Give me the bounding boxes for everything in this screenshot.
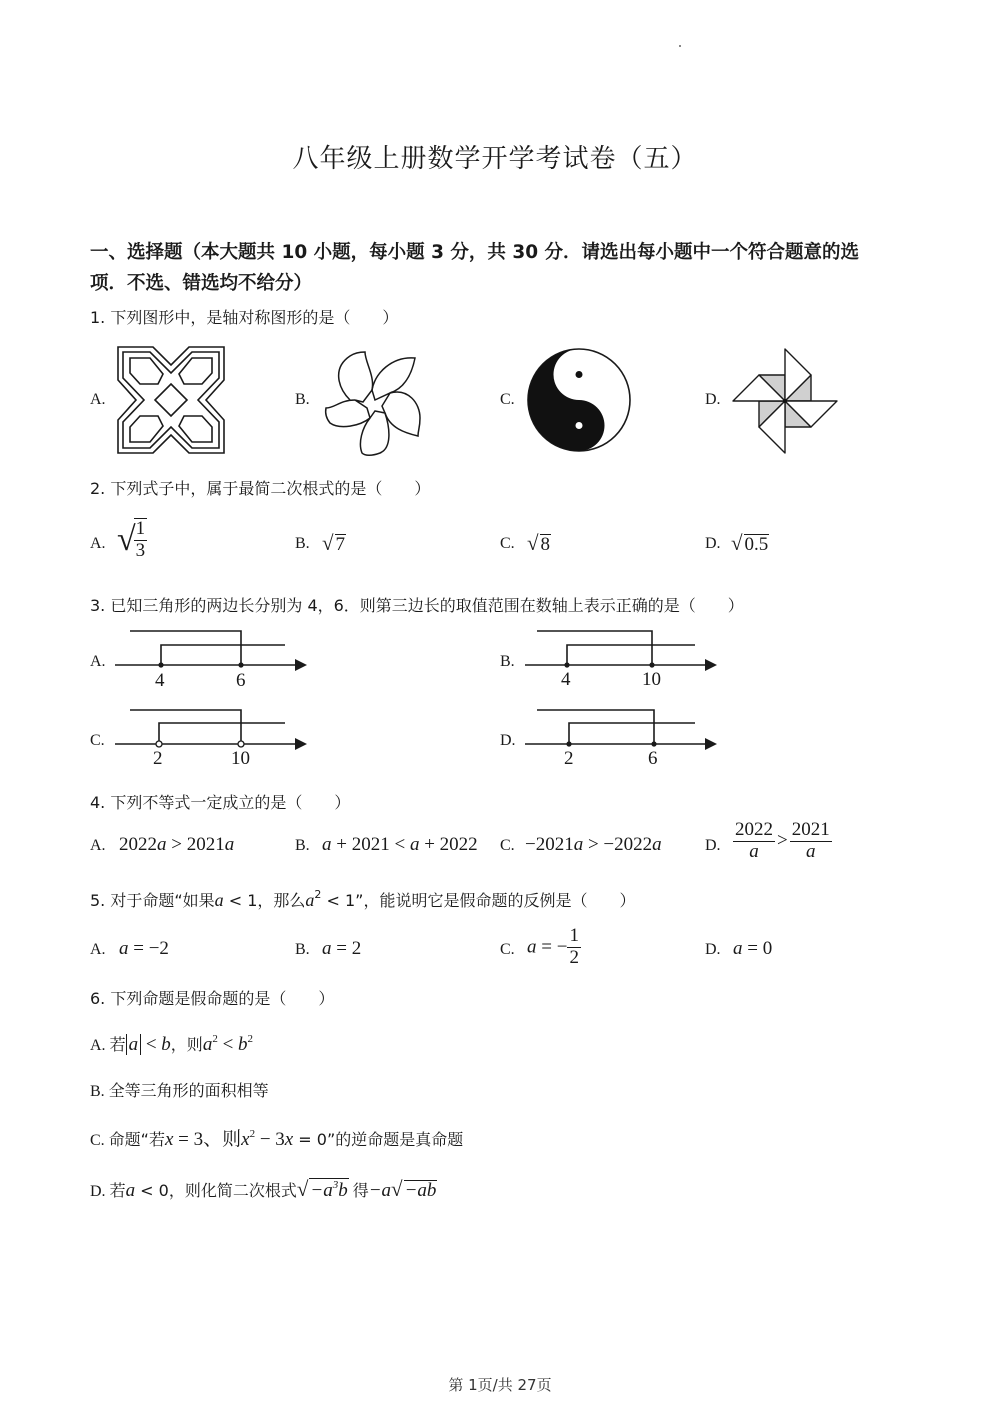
q3-option-a-label: A.: [90, 653, 106, 670]
q4-option-c-label: C.: [500, 837, 515, 854]
q4a-operator: >: [166, 834, 187, 855]
q6d-a: a: [125, 1180, 136, 1201]
question-3-stem: 3. 已知三角形的两边长分别为 4，6．则第三边长的取值范围在数轴上表示正确的是（ ）: [90, 596, 744, 615]
q6c-text2: = 3、则: [173, 1129, 242, 1150]
q4c-coef1: −2021: [525, 834, 574, 855]
q4-option-d-expression: [733, 820, 832, 863]
q5-option-a-expression: [119, 938, 169, 960]
q3-number-line-b: [525, 628, 720, 668]
q3c-left-value: 2: [153, 748, 163, 769]
q2-option-b-expression: √ 7: [322, 531, 346, 555]
q4d-numerator1: 2022: [735, 819, 773, 840]
q3c-right-value: 10: [231, 748, 250, 769]
q2-option-a-label: A.: [90, 535, 106, 552]
q6-option-c: [90, 1124, 463, 1151]
q5a-var: a: [119, 938, 129, 959]
q2-option-a-expression: √ $\frac{1}{3}$: [117, 518, 146, 561]
q6c-text1: 命题“若: [108, 1130, 165, 1149]
q2a-numerator: 1: [135, 518, 146, 539]
q4c-var1: a: [573, 834, 584, 855]
scan-speck: [679, 45, 681, 47]
q4d-numerator2: 2021: [791, 819, 830, 840]
q5-option-d-expression: [733, 938, 772, 960]
q4-option-b-expression: [322, 834, 478, 856]
q6a-exp1: 2: [212, 1033, 218, 1045]
q6c-exp: 2: [249, 1128, 256, 1140]
q6c-minus3: − 3: [255, 1129, 285, 1150]
page-title: 八年级上册数学开学考试卷（五）: [292, 144, 698, 174]
q3b-right-value: 10: [642, 669, 661, 690]
q5c-var: a: [527, 936, 537, 958]
q2-option-b-label: B.: [295, 535, 310, 552]
q5c-numerator: 1: [569, 925, 579, 946]
q3b-left-value: 4: [561, 669, 571, 690]
q1-figure-c-yin-yang: [527, 348, 631, 452]
question-2-stem: 2. 下列式子中，属于最简二次根式的是（ ）: [90, 479, 431, 498]
q5d-rhs: = 0: [742, 938, 773, 959]
q5-option-b-expression: [322, 938, 361, 960]
q3-option-b-label: B.: [500, 653, 515, 670]
q4d-denominator2: a: [805, 840, 816, 862]
q6a-abs-var: a: [128, 1034, 139, 1055]
q2b-radicand: 7: [335, 534, 346, 555]
q2a-denominator: 3: [135, 539, 146, 561]
q6d-radicand2: −ab: [404, 1180, 437, 1201]
q5-option-c-label: C.: [500, 941, 515, 958]
q3-number-line-c: [115, 707, 310, 747]
q5c-denominator: 2: [569, 946, 579, 968]
q6a-text2: ，则: [170, 1035, 203, 1054]
q3-number-line-d: [525, 707, 720, 747]
q6d-radicand1-exp: 3: [332, 1179, 339, 1191]
q6a-b-squared: b: [238, 1034, 248, 1055]
q4a-coef2: 2021: [186, 834, 225, 855]
page-footer: 第 1页/共 27页: [448, 1376, 552, 1394]
q6d-radical1: [309, 1178, 348, 1202]
q4c-operator: > −2022: [583, 834, 653, 855]
q1-option-b-label: B.: [295, 391, 310, 408]
q6d-text3: 得: [352, 1181, 369, 1200]
q4d-operator: >: [777, 830, 788, 852]
q4b-var1: a: [322, 834, 332, 855]
q5d-var: a: [733, 938, 743, 959]
q1-option-a-label: A.: [90, 391, 106, 408]
q4-option-b-label: B.: [295, 837, 310, 854]
q3a-right-value: 6: [236, 670, 246, 691]
q6d-radicand1: −a: [310, 1180, 333, 1201]
q6a-exp2: 2: [247, 1033, 254, 1045]
q5-stem-var1: a: [214, 890, 224, 910]
q3-option-c-label: C.: [90, 732, 105, 749]
q6a-a-squared: a: [202, 1034, 213, 1055]
q6d-text1: 若: [109, 1181, 126, 1200]
q6d-coef: −a: [368, 1180, 392, 1201]
q6d-radicand1-b: b: [338, 1180, 348, 1201]
q4c-var2: a: [652, 834, 662, 855]
q5c-rhs: = −: [536, 936, 568, 958]
q6-option-d: D. 若a < 0，则化简二次根式√ $-a^3b$ 得−a√ −ab: [90, 1177, 437, 1201]
q5-option-b-label: B.: [295, 941, 310, 958]
q4a-coef1: 2022: [119, 834, 157, 855]
q1-option-d-label: D.: [705, 391, 721, 408]
q6c-x3: x: [284, 1129, 294, 1150]
q2-option-d-label: D.: [705, 535, 721, 552]
q1-figure-d-pinwheel: [733, 349, 837, 453]
q6a-lt2: <: [217, 1034, 239, 1055]
q4b-var2: a: [409, 834, 420, 855]
q5-stem-part1: 5. 对于命题“如果: [90, 891, 215, 910]
q2-option-c-expression: √ 8: [527, 531, 551, 555]
q4-option-d-label: D.: [705, 837, 721, 854]
q6c-label: C.: [90, 1132, 105, 1149]
q5-stem-part3: < 1”，能说明它是假命题的反例是（ ）: [321, 891, 636, 910]
section-header-line2: 项．不选、错选均不给分）: [90, 273, 313, 294]
question-5-stem: [90, 888, 635, 911]
q2c-radicand: 8: [540, 534, 551, 555]
q6a-text1: 若: [109, 1035, 126, 1054]
q4a-var2: a: [224, 834, 235, 855]
q3d-left-value: 2: [564, 748, 574, 769]
q4b-part2: + 2022: [419, 834, 478, 855]
q6b-text: 全等三角形的面积相等: [108, 1081, 269, 1100]
q6a-b: b: [161, 1034, 171, 1055]
question-1-stem: 1. 下列图形中，是轴对称图形的是（ ）: [90, 308, 399, 327]
q2-option-c-label: C.: [500, 535, 515, 552]
q5b-rhs: = 2: [331, 938, 362, 959]
q4-option-c-expression: [525, 834, 662, 856]
q3d-right-value: 6: [648, 748, 658, 769]
q6a-lt1: <: [141, 1034, 162, 1055]
q6a-label: A.: [90, 1037, 106, 1054]
q5-option-d-label: D.: [705, 941, 721, 958]
q4-option-a-expression: [119, 834, 234, 856]
q5-option-c-expression: [527, 926, 581, 969]
q2d-radicand: 0.5: [744, 534, 769, 555]
q5-stem-exponent: 2: [314, 888, 322, 901]
question-4-stem: 4. 下列不等式一定成立的是（ ）: [90, 793, 351, 812]
q6c-text3: = 0”的逆命题是真命题: [293, 1130, 464, 1149]
q5-option-a-label: A.: [90, 941, 106, 958]
q6b-label: B.: [90, 1083, 105, 1100]
q3-option-d-label: D.: [500, 732, 516, 749]
q4b-part1: + 2021 <: [331, 834, 410, 855]
q4a-var1: a: [157, 834, 167, 855]
q1-figure-b-flower: [320, 348, 420, 458]
q1-option-c-label: C.: [500, 391, 515, 408]
q6d-text2: < 0，则化简二次根式: [135, 1181, 297, 1200]
q6-option-b: [90, 1078, 269, 1101]
q3-number-line-a: [115, 628, 310, 668]
q6d-label: D.: [90, 1183, 106, 1200]
q5-stem-part2: < 1，那么: [223, 891, 306, 910]
q4-option-a-label: A.: [90, 837, 106, 854]
q3a-left-value: 4: [155, 670, 165, 691]
q6c-x: x: [164, 1129, 174, 1150]
q6c-x-squared: x: [241, 1129, 250, 1150]
q2-option-d-expression: √ 0.5: [731, 531, 769, 555]
q1-figure-a-x-shape: [118, 347, 224, 453]
question-6-stem: 6. 下列命题是假命题的是（ ）: [90, 989, 335, 1008]
q5b-var: a: [322, 938, 332, 959]
q6-option-a: [90, 1032, 253, 1056]
q5-stem-var2: a: [305, 890, 315, 910]
q4d-denominator1: a: [749, 840, 759, 862]
section-header-line1: 一、选择题（本大题共 10 小题，每小题 3 分，共 30 分．请选出每小题中一个符合题意的选: [90, 242, 860, 263]
q5a-rhs: = −2: [128, 938, 169, 959]
